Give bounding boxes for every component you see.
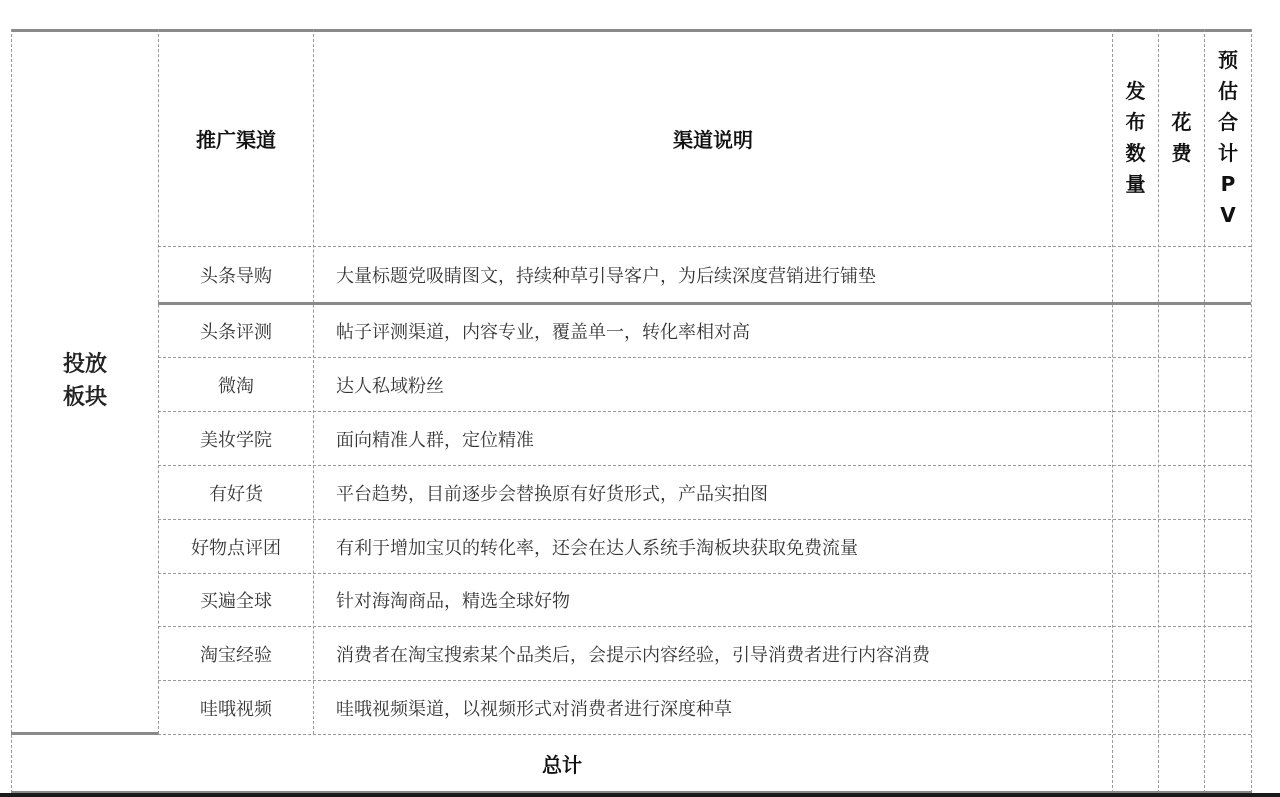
row-channel: 头条导购 — [200, 265, 272, 287]
total-label: 总计 — [542, 752, 582, 777]
header-description: 渠道说明 — [673, 127, 753, 152]
section-label-line-1: 投放 — [62, 352, 107, 377]
header-count-char: 量 — [1125, 172, 1146, 196]
row-description: 哇哦视频渠道，以视频形式对消费者进行深度种草 — [336, 698, 732, 720]
header-channel: 推广渠道 — [196, 127, 276, 152]
row-description: 平台趋势，目前逐步会替换原有好货形式，产品实拍图 — [336, 483, 768, 505]
header-pv-char: 合 — [1218, 110, 1238, 134]
page-bottom-bar — [0, 793, 1280, 797]
header-count-char: 发 — [1125, 79, 1146, 103]
row-description: 面向精准人群，定位精准 — [336, 429, 534, 451]
section-label — [12, 30, 158, 732]
row-description: 有利于增加宝贝的转化率，还会在达人系统手淘板块获取免费流量 — [336, 537, 858, 559]
row-channel: 头条评测 — [200, 322, 272, 343]
row-description: 针对海淘商品，精选全球好物 — [336, 591, 570, 612]
row-channel: 好物点评团 — [191, 537, 281, 559]
header-pv-char: 估 — [1218, 79, 1238, 103]
header-pv-char: 预 — [1218, 48, 1238, 72]
header-pv-char: 计 — [1218, 141, 1238, 165]
row-description: 消费者在淘宝搜索某个品类后，会提示内容经验，引导消费者进行内容消费 — [336, 644, 930, 666]
header-pv-char: V — [1220, 203, 1236, 227]
section-label-line-2: 板块 — [62, 385, 107, 410]
header-pv-char: P — [1220, 172, 1236, 196]
header-estimated-pv — [1205, 30, 1251, 246]
row-channel: 哇哦视频 — [200, 698, 272, 720]
header-cost — [1159, 30, 1204, 246]
row-channel: 买遍全球 — [200, 591, 272, 612]
row-channel: 淘宝经验 — [200, 644, 272, 666]
row-channel: 美妆学院 — [200, 429, 272, 451]
header-count — [1113, 30, 1158, 246]
row-channel: 微淘 — [218, 375, 254, 397]
table-right-border — [1251, 29, 1252, 793]
row-description: 达人私域粉丝 — [336, 375, 444, 397]
header-cost-char: 费 — [1171, 141, 1192, 165]
row-channel: 有好货 — [209, 483, 263, 505]
row-description: 大量标题党吸睛图文，持续种草引导客户，为后续深度营销进行铺垫 — [336, 265, 876, 287]
header-count-char: 数 — [1125, 141, 1146, 165]
header-cost-char: 花 — [1171, 110, 1192, 134]
header-count-char: 布 — [1125, 110, 1146, 134]
row-description: 帖子评测渠道，内容专业，覆盖单一，转化率相对高 — [336, 322, 750, 343]
